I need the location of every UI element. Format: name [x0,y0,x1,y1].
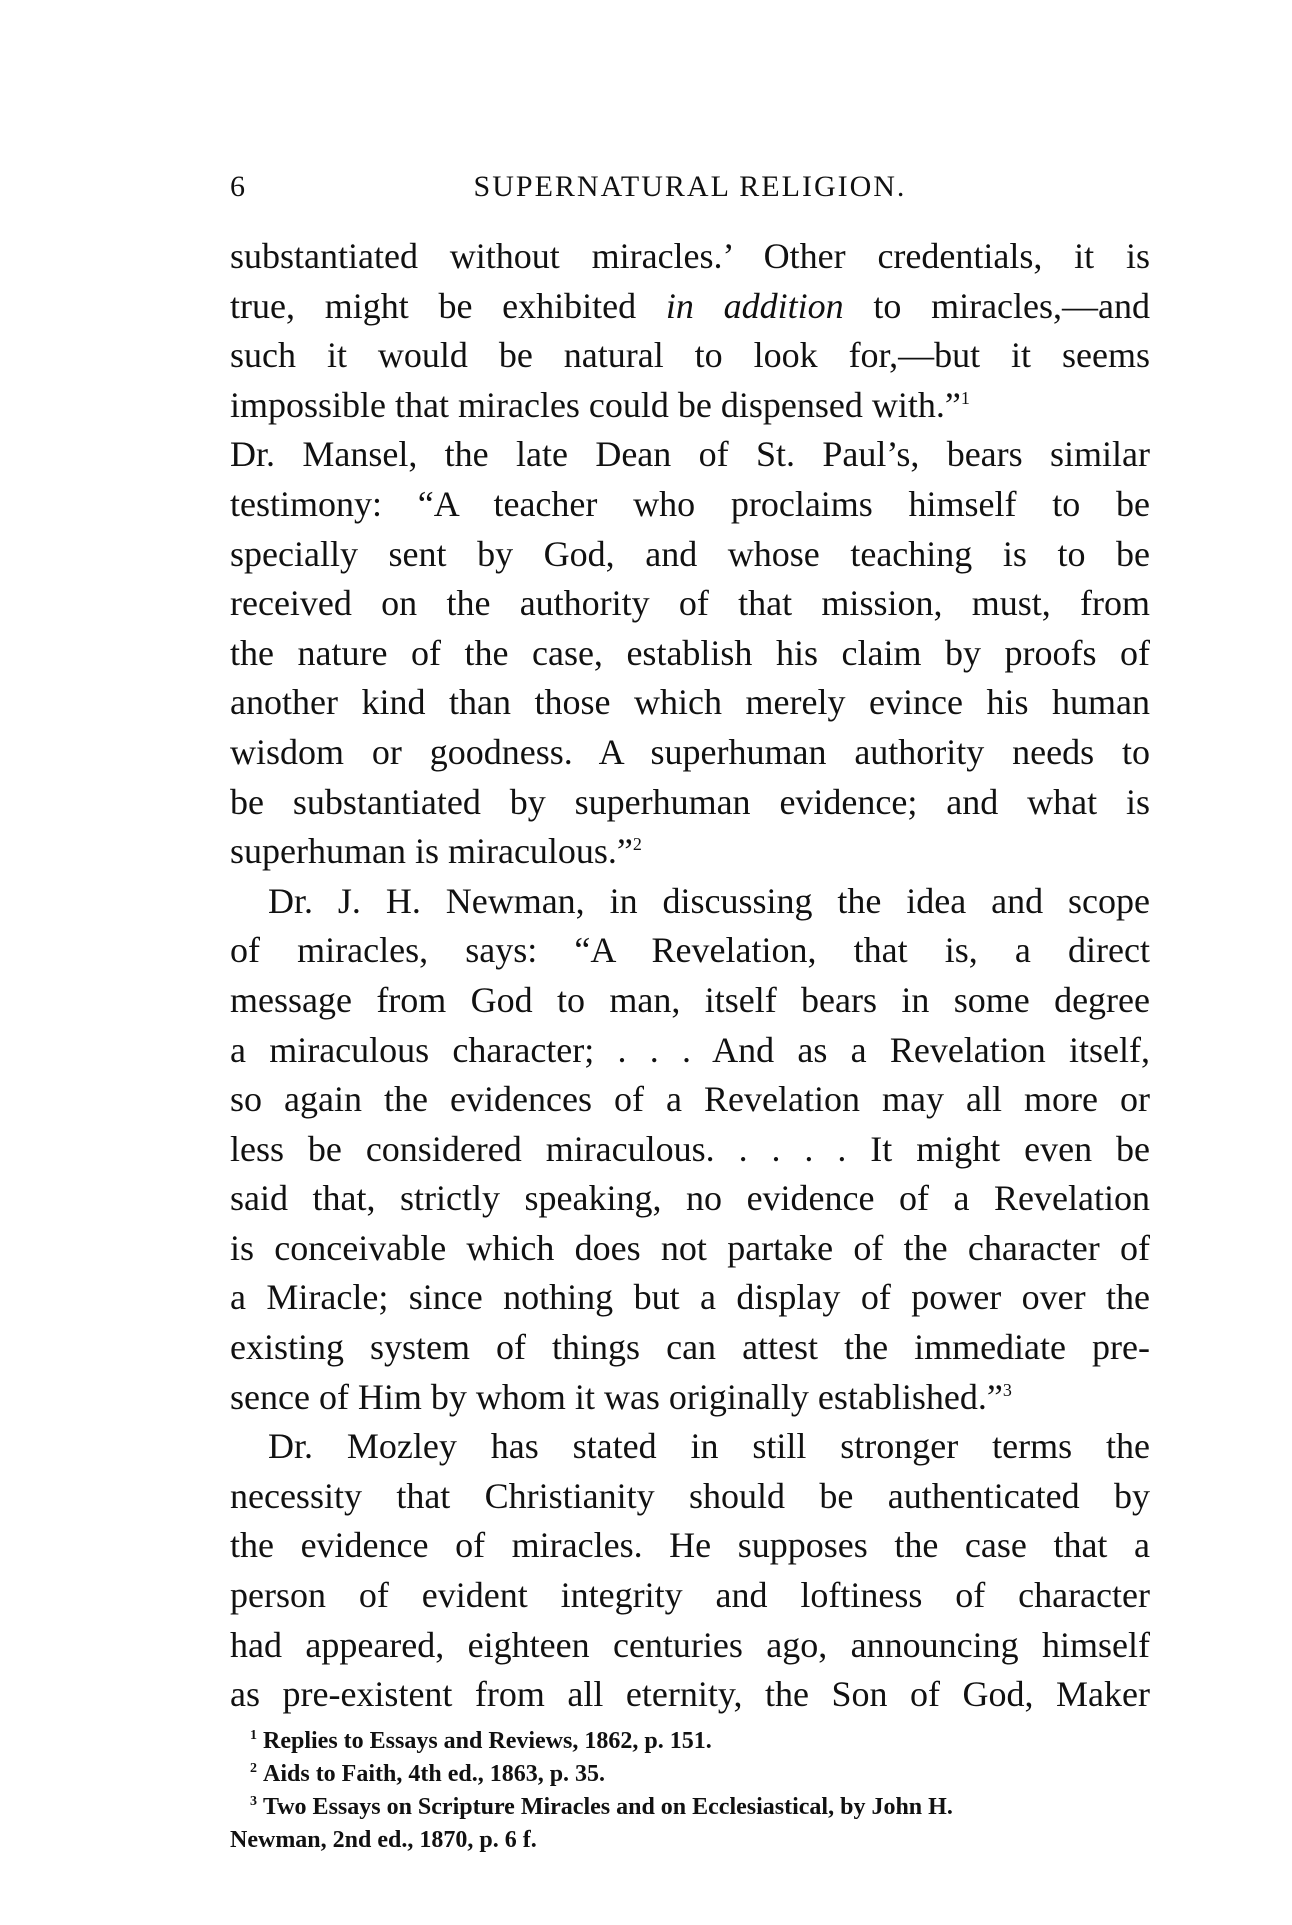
text-segment: the nature of the case, establish his claim by proofs of [230,632,1150,673]
footnote-mark: 2 [250,1761,257,1776]
footnote-text: Newman, 2nd ed., 1870, p. 6 f. [230,1827,537,1853]
text-line [230,778,1150,828]
text-line [230,1472,1150,1522]
text-segment: message from God to man, itself bears in some degree [230,979,1150,1020]
text-segment: wisdom or goodness. A superhuman authority needs to [230,731,1150,772]
text-line [230,1621,1150,1671]
italic-phrase: in addition [665,285,844,326]
text-segment: superhuman is miraculous.” [230,831,633,872]
text-line [230,1521,1150,1571]
text-line [230,926,1150,976]
footnote [230,1725,1150,1758]
footnote [230,1791,1150,1824]
text-segment: said that, strictly speaking, no evidence of a Revelation [230,1178,1150,1219]
text-segment: Dr. J. H. Newman, in discussing the idea and scope [268,880,1150,921]
text-segment: true, might be exhibited [230,285,666,326]
text-line [230,1026,1150,1076]
footnote [230,1824,1150,1857]
text-segment: be substantiated by superhuman evidence; and what is [230,781,1150,822]
text-line [230,1670,1150,1720]
text-line [230,976,1150,1026]
text-line [230,1273,1150,1323]
text-line [230,877,1150,927]
page-number: 6 [230,170,247,203]
text-segment: is conceivable which does not partake of the character of [230,1227,1150,1268]
text-line [230,1174,1150,1224]
text-segment: a miraculous character; . . . And as a Revelation itself, [230,1029,1150,1070]
text-line [230,530,1150,580]
text-segment: substantiated without miracles.’ Other credentials, it is [230,236,1150,276]
text-line [230,678,1150,728]
text-segment: Dr. Mozley has stated in still stronger terms the [268,1426,1150,1467]
footnote-reference: 1 [960,387,970,408]
text-segment: such it would be natural to look for,—but it seems [230,335,1150,376]
text-line [230,232,1150,282]
text-line [230,381,1150,431]
text-segment: the evidence of miracles. He supposes the case that a [230,1525,1150,1566]
text-segment: Dr. Mansel, the late Dean of St. Paul’s, bears similar [230,434,1150,475]
text-segment: as pre-existent from all eternity, the Son of God, Maker [230,1674,1150,1715]
text-segment: so again the evidences of a Revelation may all more or [230,1079,1150,1120]
text-line [230,1323,1150,1373]
footnote-text: Aids to Faith, 4th ed., 1863, p. 35. [263,1761,606,1787]
footnote-reference: 2 [632,834,642,855]
footnote [230,1758,1150,1791]
text-line [230,1373,1150,1423]
text-line [230,1224,1150,1274]
text-segment: sence of Him by whom it was originally established.” [230,1376,1003,1417]
footnotes [230,1725,1150,1857]
body-text [230,232,1150,1720]
footnote-text: Replies to Essays and Reviews, 1862, p. 151. [263,1728,712,1754]
text-segment: specially sent by God, and whose teaching is to be [230,533,1150,574]
text-line [230,629,1150,679]
text-segment: to miracles,—and [843,285,1150,326]
footnote-text: Two Essays on Scripture Miracles and on Ecclesiastical, by John H. [263,1794,953,1820]
running-title: SUPERNATURAL RELIGION. [473,170,907,203]
text-segment: less be considered miraculous. . . . . It might even be [230,1128,1150,1169]
text-segment: a Miracle; since nothing but a display of power over the [230,1277,1150,1318]
page-header [230,170,1150,216]
text-line [230,480,1150,530]
footnote-mark: 1 [250,1728,257,1743]
text-segment: person of evident integrity and loftiness of character [230,1575,1150,1616]
text-segment: another kind than those which merely evince his human [230,682,1150,723]
text-segment: impossible that miracles could be dispensed with.” [230,384,961,425]
text-segment: received on the authority of that mission, must, from [230,583,1150,624]
text-segment: testimony: “A teacher who proclaims himself to be [230,483,1150,524]
text-line [230,1075,1150,1125]
text-line [230,331,1150,381]
text-segment: existing system of things can attest the immediate pre- [230,1327,1150,1368]
footnote-reference: 3 [1002,1379,1012,1400]
text-line [230,1125,1150,1175]
footnote-mark: 3 [250,1794,257,1809]
text-line [230,728,1150,778]
text-segment: necessity that Christianity should be authenticated by [230,1475,1150,1516]
text-line [230,827,1150,877]
text-line [230,579,1150,629]
text-segment: had appeared, eighteen centuries ago, announcing himself [230,1624,1150,1665]
text-line [230,430,1150,480]
text-line [230,1571,1150,1621]
text-line [230,282,1150,332]
text-segment: of miracles, says: “A Revelation, that is, a direct [230,930,1150,971]
text-line [230,1422,1150,1472]
